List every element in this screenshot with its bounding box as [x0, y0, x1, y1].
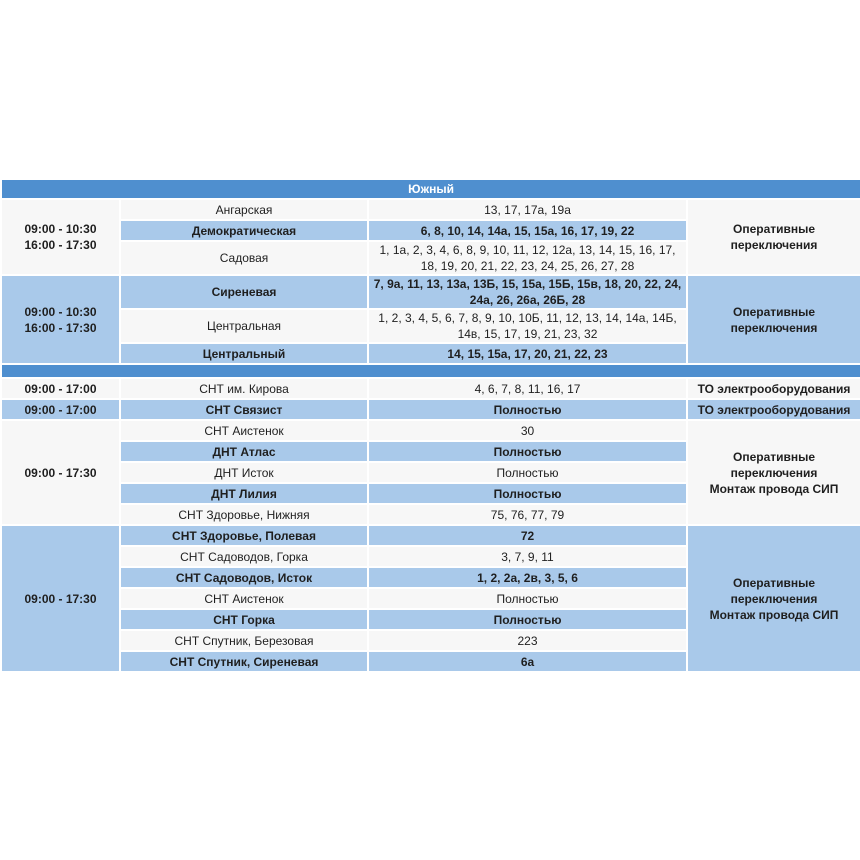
- houses-cell: Полностью: [368, 588, 687, 609]
- houses-cell: 13, 17, 17а, 19а: [368, 199, 687, 220]
- section-divider: [1, 364, 860, 378]
- street-cell: СНТ Спутник, Сиреневая: [120, 651, 368, 672]
- street-cell: СНТ Садоводов, Горка: [120, 546, 368, 567]
- time-cell: 09:00 - 17:30: [1, 420, 120, 525]
- street-cell: Центральная: [120, 309, 368, 343]
- houses-cell: Полностью: [368, 462, 687, 483]
- street-cell: ДНТ Атлас: [120, 441, 368, 462]
- street-cell: СНТ Здоровье, Нижняя: [120, 504, 368, 525]
- street-cell: СНТ Связист: [120, 399, 368, 420]
- street-cell: Центральный: [120, 343, 368, 364]
- street-cell: ДНТ Исток: [120, 462, 368, 483]
- street-cell: СНТ им. Кирова: [120, 378, 368, 399]
- street-cell: ДНТ Лилия: [120, 483, 368, 504]
- outage-schedule-table: [0, 178, 860, 673]
- work-type-cell: Оперативные переключения Монтаж провода СИП: [687, 420, 860, 525]
- houses-cell: 72: [368, 525, 687, 546]
- time-cell: 09:00 - 10:30 16:00 - 17:30: [1, 275, 120, 364]
- street-cell: Сиреневая: [120, 275, 368, 309]
- work-type-cell: ТО электрооборудования: [687, 378, 860, 399]
- houses-cell: Полностью: [368, 441, 687, 462]
- street-cell: СНТ Садоводов, Исток: [120, 567, 368, 588]
- houses-cell: 75, 76, 77, 79: [368, 504, 687, 525]
- houses-cell: 30: [368, 420, 687, 441]
- houses-cell: 6а: [368, 651, 687, 672]
- houses-cell: 1, 2, 3, 4, 5, 6, 7, 8, 9, 10, 10Б, 11, 12, 13, 14, 14а, 14Б, 14в, 15, 17, 19, 21, 23, 32: [368, 309, 687, 343]
- houses-cell: 3, 7, 9, 11: [368, 546, 687, 567]
- street-cell: Садовая: [120, 241, 368, 275]
- houses-cell: 1, 1а, 2, 3, 4, 6, 8, 9, 10, 11, 12, 12а, 13, 14, 15, 16, 17, 18, 19, 20, 21, 22, 23, 24, 25, 26, 27, 28: [368, 241, 687, 275]
- work-type-cell: Оперативные переключения: [687, 199, 860, 275]
- time-cell: 09:00 - 17:00: [1, 399, 120, 420]
- houses-cell: 1, 2, 2а, 2в, 3, 5, 6: [368, 567, 687, 588]
- houses-cell: 7, 9а, 11, 13, 13а, 13Б, 15, 15а, 15Б, 15в, 18, 20, 22, 24, 24а, 26, 26а, 26Б, 28: [368, 275, 687, 309]
- houses-cell: 6, 8, 10, 14, 14а, 15, 15а, 16, 17, 19, 22: [368, 220, 687, 241]
- houses-cell: Полностью: [368, 483, 687, 504]
- houses-cell: Полностью: [368, 399, 687, 420]
- street-cell: Демократическая: [120, 220, 368, 241]
- section-title: Южный: [1, 179, 860, 199]
- street-cell: СНТ Горка: [120, 609, 368, 630]
- street-cell: СНТ Аистенок: [120, 588, 368, 609]
- houses-cell: 14, 15, 15а, 17, 20, 21, 22, 23: [368, 343, 687, 364]
- work-type-cell: Оперативные переключения Монтаж провода СИП: [687, 525, 860, 672]
- street-cell: СНТ Здоровье, Полевая: [120, 525, 368, 546]
- houses-cell: 223: [368, 630, 687, 651]
- time-cell: 09:00 - 17:30: [1, 525, 120, 672]
- street-cell: Ангарская: [120, 199, 368, 220]
- houses-cell: 4, 6, 7, 8, 11, 16, 17: [368, 378, 687, 399]
- work-type-cell: ТО электрооборудования: [687, 399, 860, 420]
- time-cell: 09:00 - 10:30 16:00 - 17:30: [1, 199, 120, 275]
- street-cell: СНТ Спутник, Березовая: [120, 630, 368, 651]
- houses-cell: Полностью: [368, 609, 687, 630]
- time-cell: 09:00 - 17:00: [1, 378, 120, 399]
- work-type-cell: Оперативные переключения: [687, 275, 860, 364]
- street-cell: СНТ Аистенок: [120, 420, 368, 441]
